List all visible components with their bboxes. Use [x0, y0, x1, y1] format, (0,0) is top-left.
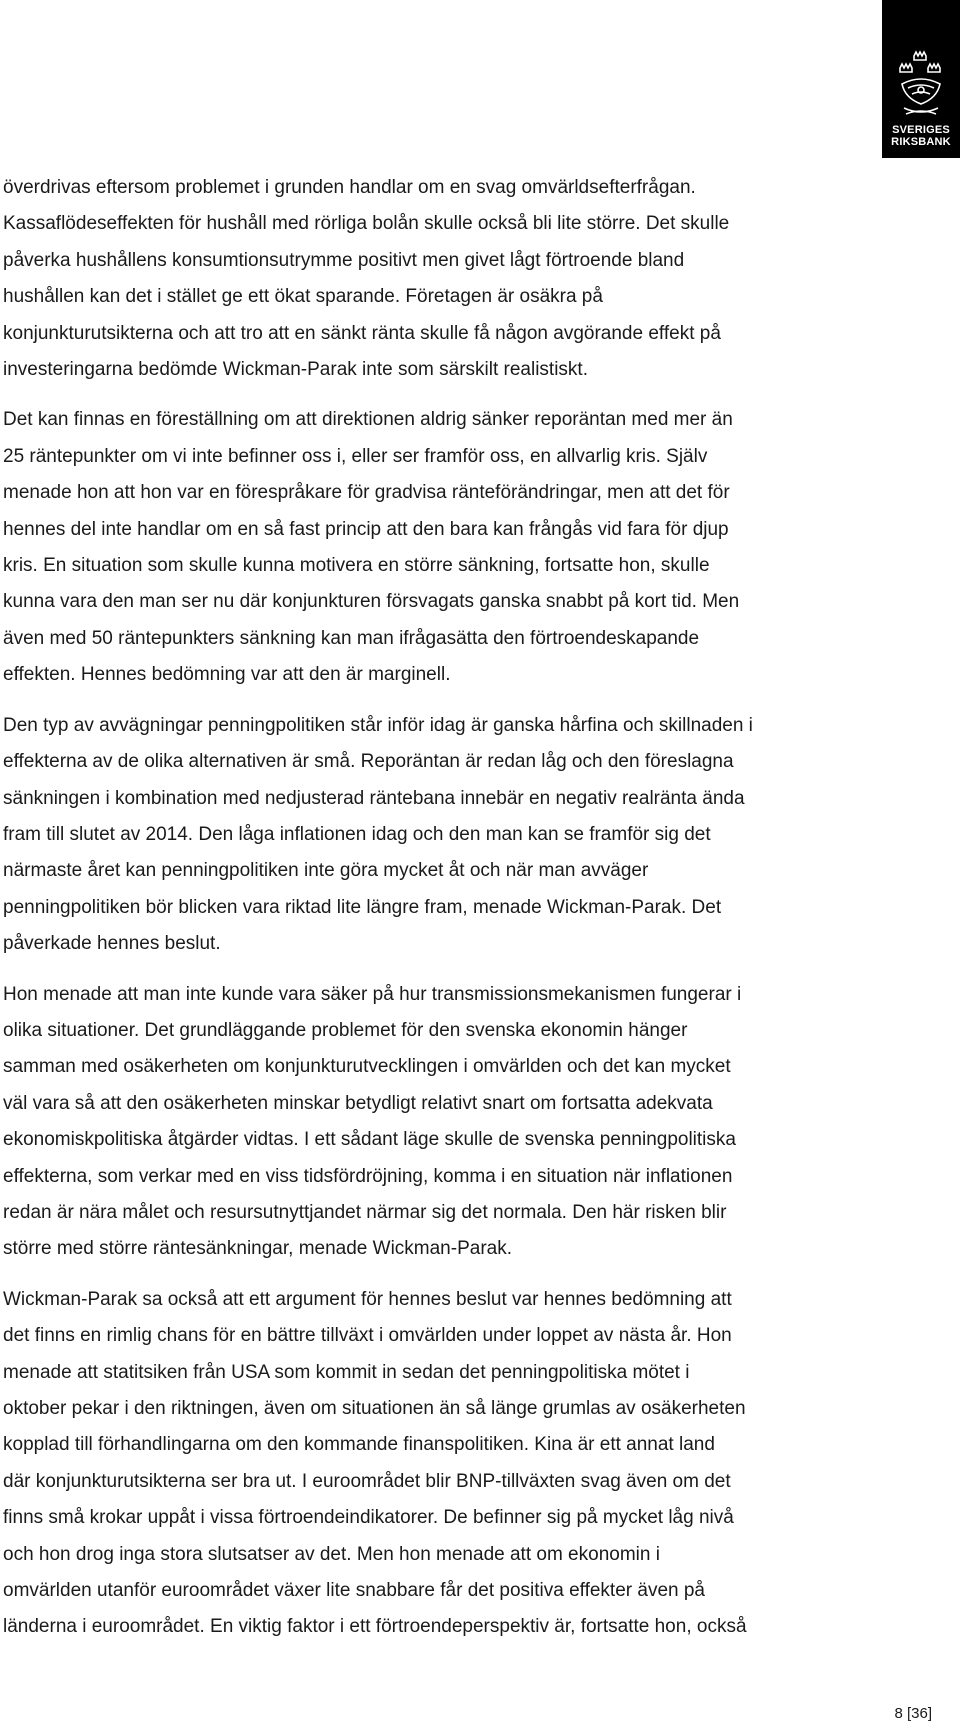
text-line: redan är nära målet och resursutnyttjandet närmar sig det normala. Den här risken blir: [3, 1201, 727, 1223]
text-line: Kassaflödeseffekten för hushåll med rörliga bolån skulle också bli lite större. Det skulle: [3, 213, 730, 235]
text-line: där konjunkturutsikterna ser bra ut. I euroområdet blir BNP-tillväxten svag även om det: [3, 1470, 731, 1492]
text-line: effekterna av de olika alternativen är små. Reporäntan är redan låg och den föreslagna: [3, 751, 734, 773]
text-line: kris. En situation som skulle kunna motivera en större sänkning, fortsatte hon, skulle: [3, 555, 710, 577]
text-line: kunna vara den man ser nu där konjunkturen försvagats ganska snabbt på kort tid. Men: [3, 591, 740, 613]
text-line: länderna i euroområdet. En viktig faktor i ett förtroendeperspektiv är, fortsatte hon, också: [3, 1616, 747, 1638]
page-number: 8 [36]: [894, 1705, 932, 1722]
text-line: påverkade hennes beslut.: [3, 933, 221, 955]
text-line: 25 räntepunkter om vi inte befinner oss i, eller ser framför oss, en allvarlig kris. Själv: [3, 445, 708, 467]
text-line: omvärlden utanför euroområdet växer lite snabbare får det positiva effekter även på: [3, 1580, 705, 1602]
text-line: kopplad till förhandlingarna om den kommande finanspolitiken. Kina är ett annat land: [3, 1434, 715, 1456]
text-line: hushållen kan det i stället ge ett ökat sparande. Företagen är osäkra på: [3, 286, 603, 308]
text-line: även med 50 räntepunkters sänkning kan man ifrågasätta den förtroendeskapande: [3, 627, 700, 649]
text-line: effekterna, som verkar med en viss tidsfördröjning, komma i en situation när inflationen: [3, 1165, 733, 1187]
text-line: det finns en rimlig chans för en bättre tillväxt i omvärlden under loppet av nästa år. Hon: [3, 1325, 732, 1347]
text-line: hennes del inte handlar om en så fast princip att den bara kan frångås vid fara för djup: [3, 518, 729, 540]
text-line: Det kan finnas en föreställning om att direktionen aldrig sänker reporäntan med mer än: [3, 409, 733, 431]
text-line: olika situationer. Det grundläggande problemet för den svenska ekonomin hänger: [3, 1019, 688, 1041]
text-line: Wickman-Parak sa också att ett argument för hennes beslut var hennes bedömning att: [3, 1288, 732, 1310]
text-line: menade hon att hon var en förespråkare för gradvisa ränteförändringar, men att det för: [3, 482, 730, 504]
text-line: sänkningen i kombination med nedjusterad räntebana innebär en negativ realränta ända: [3, 787, 745, 809]
paragraph: [3, 977, 883, 1268]
text-line: menade att statitsiken från USA som kommit in sedan det penningpolitiska mötet i: [3, 1361, 690, 1383]
text-line: större med större räntesänkningar, menade Wickman-Parak.: [3, 1238, 512, 1260]
text-line: fram till slutet av 2014. Den låga inflationen idag och den man kan se framför sig det: [3, 823, 711, 845]
text-line: samman med osäkerheten om konjunkturutvecklingen i omvärlden och det kan mycket: [3, 1056, 731, 1078]
text-line: väl vara så att den osäkerheten minskar betydligt relativt snart om fortsatta adekvata: [3, 1092, 713, 1114]
paragraph: [3, 402, 883, 693]
logo-line-2: RIKSBANK: [891, 136, 951, 148]
text-line: konjunkturutsikterna och att tro att en sänkt ränta skulle få någon avgörande effekt på: [3, 322, 721, 344]
text-line: investeringarna bedömde Wickman-Parak inte som särskilt realistiskt.: [3, 359, 588, 381]
text-line: påverka hushållens konsumtionsutrymme positivt men givet lågt förtroende bland: [3, 249, 685, 271]
text-line: effekten. Hennes bedömning var att den är marginell.: [3, 664, 451, 686]
riksbank-crest-icon: [892, 50, 950, 120]
text-line: oktober pekar i den riktningen, även om situationen än så länge grumlas av osäkerheten: [3, 1398, 746, 1419]
document-body: [3, 170, 883, 1660]
logo-text: [891, 124, 951, 148]
text-line: och hon drog inga stora slutsatser av det. Men hon menade att om ekonomin i: [3, 1543, 660, 1565]
text-line: överdrivas eftersom problemet i grunden handlar om en svag omvärldsefterfrågan.: [3, 177, 696, 198]
paragraph: [3, 1282, 883, 1646]
text-line: penningpolitiken bör blicken vara riktad lite längre fram, menade Wickman-Parak. Det: [3, 896, 722, 918]
paragraph: [3, 170, 883, 388]
text-line: Den typ av avvägningar penningpolitiken står inför idag är ganska hårfina och skillnaden i: [3, 714, 753, 736]
paragraph: [3, 708, 883, 963]
logo-line-1: SVERIGES: [892, 124, 950, 136]
text-line: ekonomiskpolitiska åtgärder vidtas. I ett sådant läge skulle de svenska penningpolitiska: [3, 1129, 736, 1151]
text-line: Hon menade att man inte kunde vara säker på hur transmissionsmekanismen fungerar i: [3, 983, 742, 1005]
riksbank-logo: [882, 0, 960, 158]
text-line: närmaste året kan penningpolitiken inte göra mycket åt och när man avväger: [3, 860, 649, 882]
text-line: finns små krokar uppåt i vissa förtroendeindikatorer. De befinner sig på mycket låg nivå: [3, 1507, 734, 1529]
